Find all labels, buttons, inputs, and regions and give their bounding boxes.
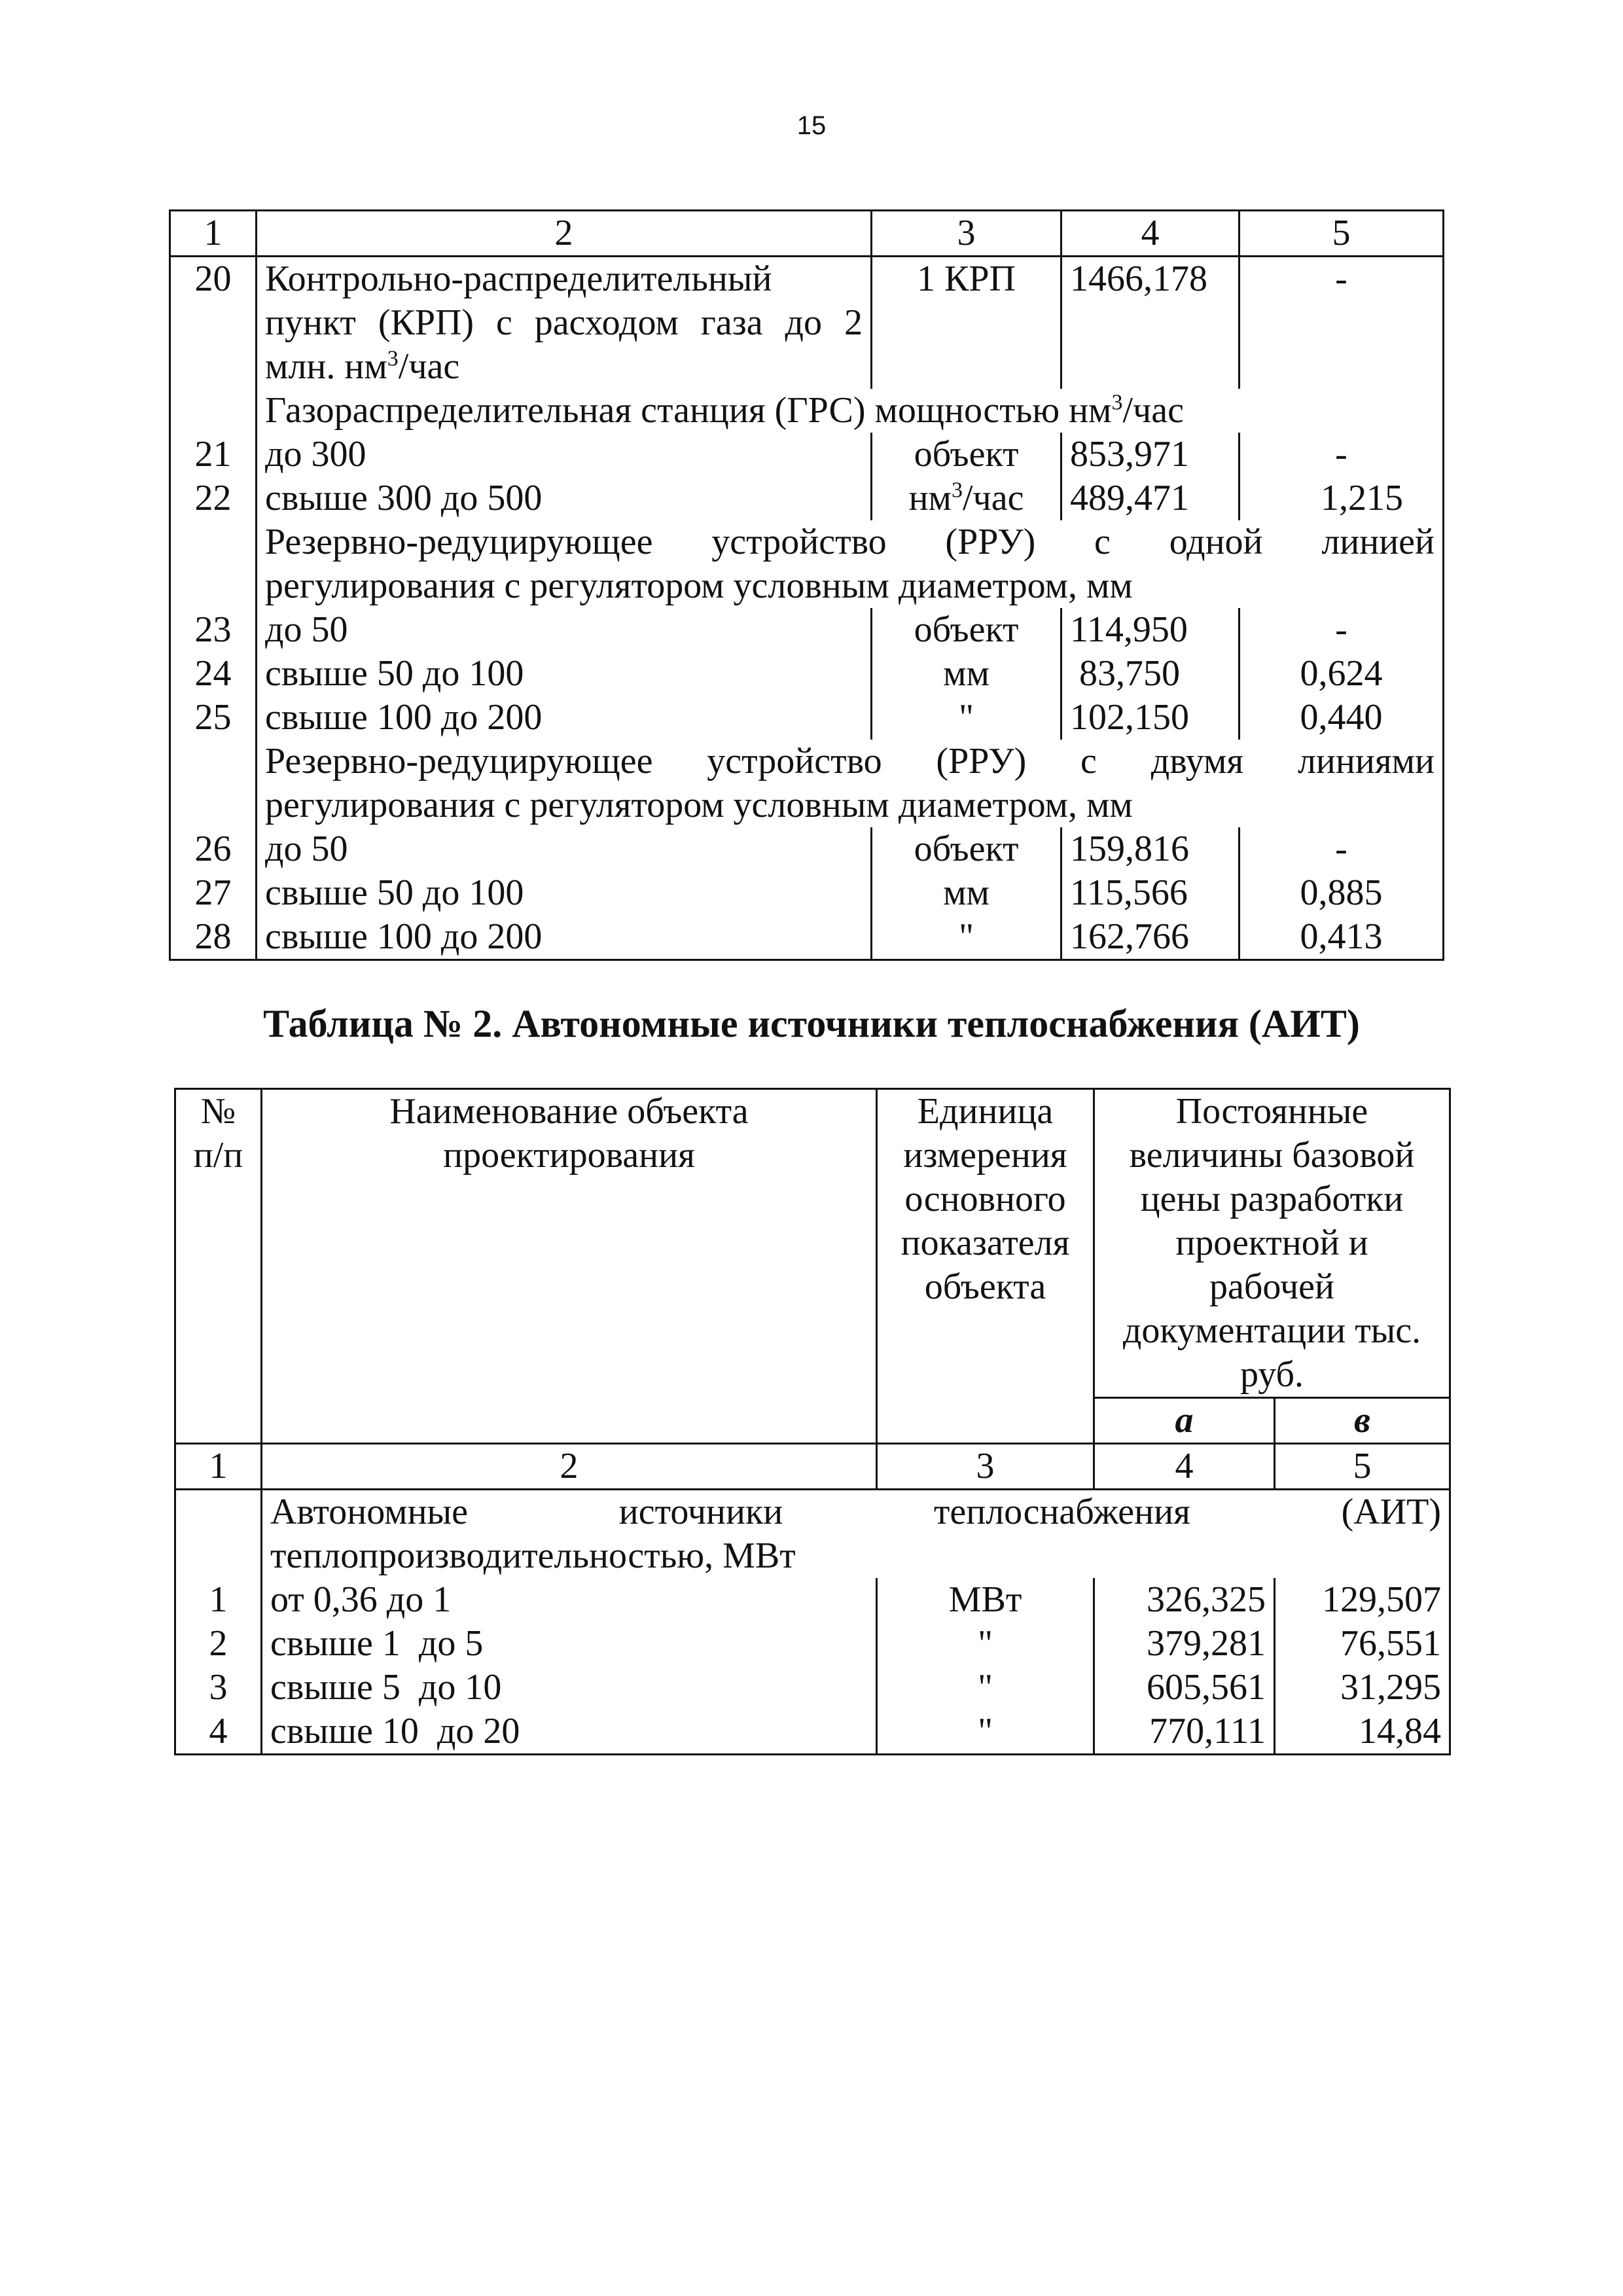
row-name: до 50 — [257, 827, 872, 871]
row-name: свыше 100 до 200 — [257, 915, 872, 960]
row-unit: " — [872, 915, 1061, 960]
table-row — [170, 257, 1444, 389]
empty-cell — [170, 520, 257, 608]
row-unit: объект — [872, 827, 1061, 871]
table-row — [170, 871, 1444, 915]
row-unit: объект — [872, 433, 1061, 476]
table-row — [170, 915, 1444, 960]
colnum-2: 2 — [262, 1444, 877, 1490]
row-number: 26 — [170, 827, 257, 871]
name-line: млн. $нм^3$/час — [265, 346, 460, 387]
table-row — [170, 827, 1444, 871]
row-value-b: 1,215 — [1240, 476, 1444, 520]
row-value-a: 1466,178 — [1061, 257, 1240, 389]
row-value-a: 326,325 — [1094, 1578, 1275, 1622]
table-continuation — [169, 209, 1444, 961]
colnum-3: 3 — [872, 211, 1061, 257]
table-row — [175, 1622, 1450, 1666]
row-value-a: 159,816 — [1061, 827, 1240, 871]
row-number: 23 — [170, 608, 257, 652]
page-number: 15 — [796, 111, 827, 140]
row-unit: мм — [872, 871, 1061, 915]
name-line: пункт (КРП) с расходом газа до 2 — [265, 302, 863, 343]
row-number: 1 — [175, 1578, 262, 1622]
empty-cell — [175, 1490, 262, 1579]
row-value-a: 102,150 — [1061, 696, 1240, 740]
row-name: свыше 50 до 100 — [257, 652, 872, 696]
row-value-b: 0,413 — [1240, 915, 1444, 960]
colnum-1: 1 — [170, 211, 257, 257]
colnum-1: 1 — [175, 1444, 262, 1490]
row-value-b: 0,624 — [1240, 652, 1444, 696]
group-header — [257, 740, 1444, 827]
table-row — [170, 476, 1444, 520]
group-header: Газораспределительная станция (ГРС) мощностью $нм^3$/час — [257, 389, 1444, 433]
table-row — [175, 1578, 1450, 1622]
group-header-line: регулирования с регулятором условным диаметром, мм — [265, 565, 1133, 606]
colnum-4: 4 — [1061, 211, 1240, 257]
group-header-row — [170, 740, 1444, 827]
row-value-a: 605,561 — [1094, 1666, 1275, 1710]
header-unit: Единица измерения основного показателя объекта — [877, 1089, 1094, 1444]
row-value-b: - — [1240, 257, 1444, 389]
empty-cell — [170, 389, 257, 433]
table-header-row — [175, 1089, 1450, 1398]
colnum-3: 3 — [877, 1444, 1094, 1490]
group-header-line: Резервно-редуцирующее устройство (РРУ) с одной линией — [265, 522, 1435, 562]
row-number: 25 — [170, 696, 257, 740]
row-name: до 50 — [257, 608, 872, 652]
row-unit: " — [877, 1622, 1094, 1666]
colnum-4: 4 — [1094, 1444, 1275, 1490]
colnum-2: 2 — [257, 211, 872, 257]
row-number: 28 — [170, 915, 257, 960]
row-value-a: 770,111 — [1094, 1710, 1275, 1755]
row-number: 22 — [170, 476, 257, 520]
row-value-a: 162,766 — [1061, 915, 1240, 960]
row-unit: объект — [872, 608, 1061, 652]
row-value-a: 83,750 — [1061, 652, 1240, 696]
row-unit: $нм^3$/час — [872, 476, 1061, 520]
row-value-b: - — [1240, 433, 1444, 476]
row-number: 3 — [175, 1666, 262, 1710]
row-number: 20 — [170, 257, 257, 389]
group-header-row — [170, 520, 1444, 608]
table-row — [170, 608, 1444, 652]
group-header-line: регулирования с регулятором условным диаметром, мм — [265, 785, 1133, 825]
row-name: свыше 10 до 20 — [262, 1710, 877, 1755]
row-name: от 0,36 до 1 — [262, 1578, 877, 1622]
row-unit: МВт — [877, 1578, 1094, 1622]
group-header-line: Автономные источники теплоснабжения (АИТ) — [270, 1492, 1441, 1532]
empty-cell — [170, 740, 257, 827]
row-number: 27 — [170, 871, 257, 915]
header-price: Постоянные величины базовой цены разработки проектной и рабочей документации тыс. руб. — [1094, 1089, 1450, 1398]
table-row — [170, 696, 1444, 740]
row-name: свыше 50 до 100 — [257, 871, 872, 915]
row-number: 2 — [175, 1622, 262, 1666]
row-value-b: 129,507 — [1275, 1578, 1450, 1622]
table-header-row — [170, 211, 1444, 257]
row-unit: " — [877, 1710, 1094, 1755]
table-row — [175, 1710, 1450, 1755]
row-unit: мм — [872, 652, 1061, 696]
colnum-5: 5 — [1275, 1444, 1450, 1490]
table-row — [170, 433, 1444, 476]
row-number: 4 — [175, 1710, 262, 1755]
row-value-b: 31,295 — [1275, 1666, 1450, 1710]
row-value-a: 115,566 — [1061, 871, 1240, 915]
row-value-b: - — [1240, 608, 1444, 652]
row-value-b: 14,84 — [1275, 1710, 1450, 1755]
group-header — [257, 520, 1444, 608]
row-name: до 300 — [257, 433, 872, 476]
header-number: № п/п — [175, 1089, 262, 1444]
row-value-b: 0,440 — [1240, 696, 1444, 740]
row-unit: " — [872, 696, 1061, 740]
colnum-5: 5 — [1240, 211, 1444, 257]
row-number: 24 — [170, 652, 257, 696]
table-colnum-row — [175, 1444, 1450, 1490]
table-2-title: Таблица № 2. Автономные источники теплоснабжения (АИТ) — [263, 1002, 1360, 1045]
group-header-line: Резервно-редуцирующее устройство (РРУ) с двумя линиями — [265, 741, 1435, 781]
row-name: свыше 300 до 500 — [257, 476, 872, 520]
table-2 — [174, 1088, 1451, 1755]
row-value-b: - — [1240, 827, 1444, 871]
group-header-row — [175, 1490, 1450, 1579]
row-unit: 1 КРП — [872, 257, 1061, 389]
row-value-a: 114,950 — [1061, 608, 1240, 652]
group-header-line: теплопроизводительностью, МВт — [270, 1535, 796, 1576]
row-value-b: 76,551 — [1275, 1622, 1450, 1666]
row-value-a: 853,971 — [1061, 433, 1240, 476]
header-object-name: Наименование объекта проектирования — [262, 1089, 877, 1444]
group-header — [262, 1490, 1450, 1579]
row-name — [257, 257, 872, 389]
row-name: свыше 5 до 10 — [262, 1666, 877, 1710]
table-row — [175, 1666, 1450, 1710]
header-col-b: в — [1275, 1398, 1450, 1444]
row-unit: " — [877, 1666, 1094, 1710]
row-value-b: 0,885 — [1240, 871, 1444, 915]
row-value-a: 379,281 — [1094, 1622, 1275, 1666]
row-name: свыше 1 до 5 — [262, 1622, 877, 1666]
table-row — [170, 652, 1444, 696]
row-number: 21 — [170, 433, 257, 476]
row-value-a: 489,471 — [1061, 476, 1240, 520]
row-name: свыше 100 до 200 — [257, 696, 872, 740]
name-line: Контрольно-распределительный — [265, 259, 772, 299]
header-col-a: а — [1094, 1398, 1275, 1444]
group-header-row — [170, 389, 1444, 433]
